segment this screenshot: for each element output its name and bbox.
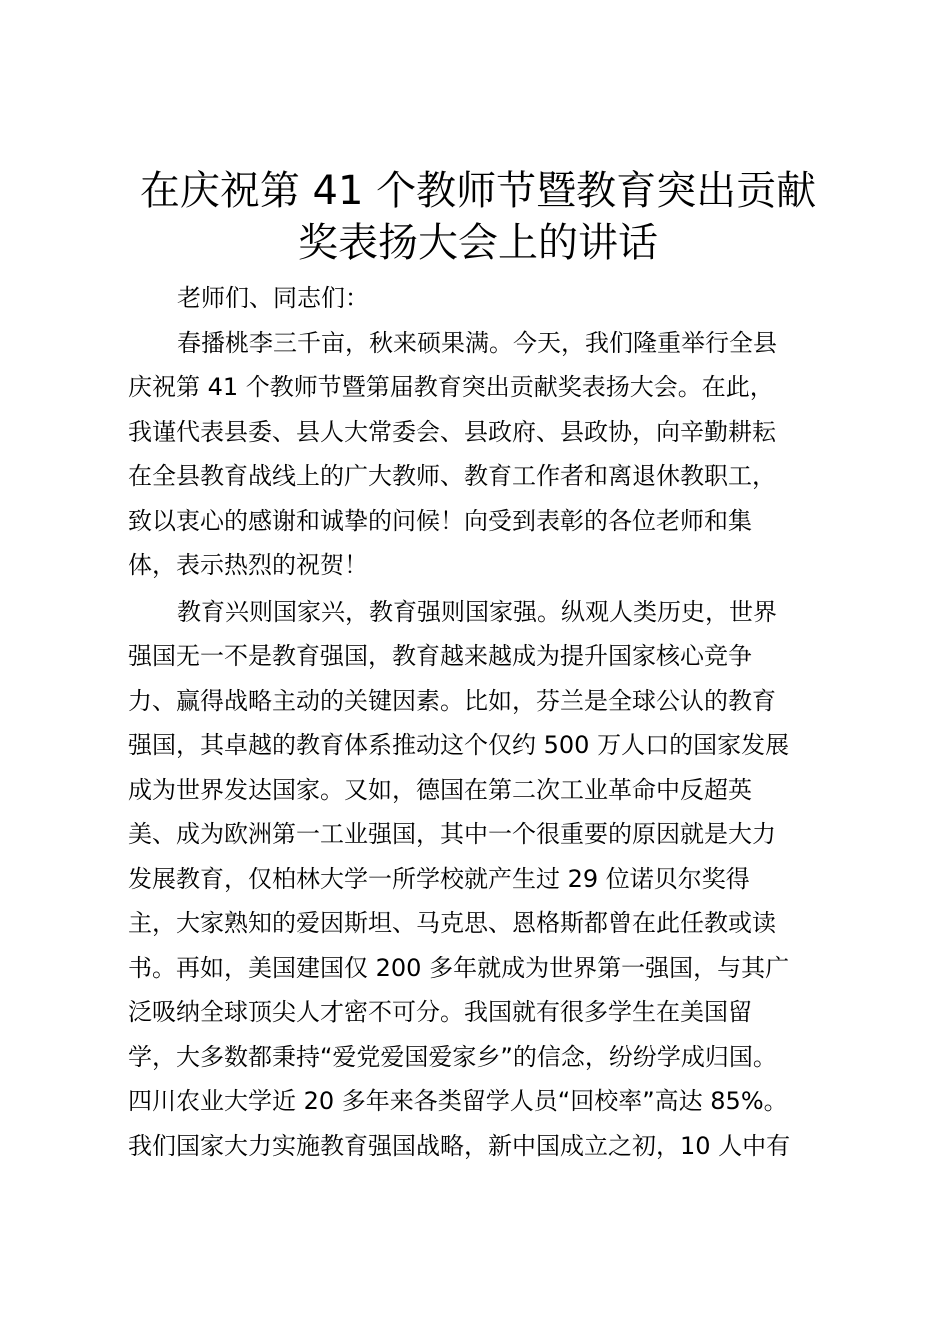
text-line: 我谨代表县委、县人大常委会、县政府、县政协，向辛勤耕耘: [128, 417, 776, 446]
text-line: 泛吸纳全球顶尖人才密不可分。我国就有很多学生在美国留: [128, 998, 752, 1026]
text-line: 强国，其卓越的教育体系推动这个仅约 500 万人口的国家发展: [128, 731, 790, 759]
text-line: 美、成为欧洲第一工业强国，其中一个很重要的原因就是大力: [128, 820, 776, 848]
paragraph: [128, 321, 838, 588]
text-line: 在全县教育战线上的广大教师、教育工作者和离退休教职工，: [128, 462, 776, 490]
text-line: 主，大家熟知的爱因斯坦、马克思、恩格斯都曾在此任教或读: [128, 909, 776, 937]
paragraph: [128, 276, 838, 321]
text-line: 成为世界发达国家。又如，德国在第二次工业革命中反超英: [128, 775, 752, 804]
paragraph: [128, 590, 838, 1169]
document-title: [128, 165, 828, 269]
text-line: 学，大多数都秉持“爱党爱国爱家乡”的信念，纷纷学成归国。: [128, 1042, 777, 1071]
title-line: 在庆祝第 41 个教师节暨教育突出贡献: [139, 168, 817, 214]
text-line: 致以衷心的感谢和诚挚的问候！向受到表彰的各位老师和集: [128, 506, 752, 535]
title-line: 奖表扬大会上的讲话: [298, 220, 658, 266]
text-line: 庆祝第 41 个教师节暨第届教育突出贡献奖表扬大会。在此，: [128, 373, 774, 401]
document-body: [128, 276, 838, 1168]
text-line: 书。再如，美国建国仅 200 多年就成为世界第一强国，与其广: [128, 953, 790, 982]
text-line: 强国无一不是教育强国，教育越来越成为提升国家核心竞争: [128, 642, 752, 670]
text-line: 四川农业大学近 20 多年来各类留学人员“回校率”高达 85%。: [128, 1087, 788, 1115]
text-line: 体，表示热烈的祝贺！: [128, 551, 368, 579]
text-line: 力、赢得战略主动的关键因素。比如，芬兰是全球公认的教育: [128, 686, 776, 715]
text-line: 我们国家大力实施教育强国战略，新中国成立之初，10 人中有: [128, 1131, 791, 1160]
text-line: 教育兴则国家兴，教育强则国家强。纵观人类历史，世界: [177, 597, 777, 626]
text-line: 发展教育，仅柏林大学一所学校就产生过 29 位诺贝尔奖得: [128, 864, 750, 893]
text-line: 春播桃李三千亩，秋来硕果满。今天，我们隆重举行全县: [177, 328, 777, 357]
text-line: 老师们、同志们：: [177, 284, 369, 312]
